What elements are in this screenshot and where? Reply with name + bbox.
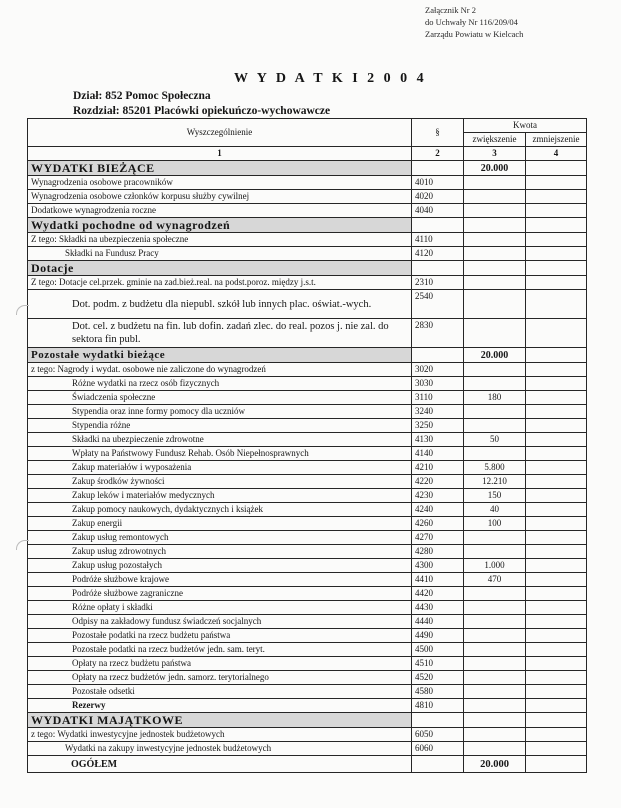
cell-paragraph: 4300	[412, 559, 464, 573]
division-heading: Dział: 852 Pomoc Społeczna	[73, 90, 211, 102]
table-row	[28, 503, 587, 517]
cell-decrease	[526, 405, 587, 419]
cell-description: Wynagrodzenia osobowe członków korpusu służby cywilnej	[28, 190, 412, 204]
cell-decrease	[526, 204, 587, 218]
table-row	[28, 204, 587, 218]
cell-paragraph: 4020	[412, 190, 464, 204]
cell-description: Podróże służbowe zagraniczne	[28, 587, 412, 601]
cell-description: Dotacje	[28, 261, 412, 276]
cell-decrease	[526, 671, 587, 685]
cell-increase	[464, 218, 526, 233]
table-row	[28, 447, 587, 461]
cell-description: Stypendia różne	[28, 419, 412, 433]
punch-hole-mark	[16, 540, 29, 550]
annex-line: Zarządu Powiatu w Kielcach	[425, 29, 524, 39]
cell-description: WYDATKI MAJĄTKOWE	[28, 713, 412, 728]
cell-increase	[464, 447, 526, 461]
cell-increase: 5.800	[464, 461, 526, 475]
header-decrease: zmniejszenie	[526, 133, 587, 147]
table-row	[28, 573, 587, 587]
punch-hole-mark	[16, 305, 29, 315]
section-row	[28, 261, 587, 276]
cell-decrease	[526, 433, 587, 447]
cell-decrease	[526, 319, 587, 348]
cell-increase	[464, 545, 526, 559]
cell-decrease	[526, 728, 587, 742]
cell-paragraph: 4410	[412, 573, 464, 587]
table-row	[28, 475, 587, 489]
cell-paragraph	[412, 261, 464, 276]
table-row	[28, 319, 587, 348]
cell-increase	[464, 377, 526, 391]
cell-decrease	[526, 161, 587, 176]
cell-description: Zakup środków żywności	[28, 475, 412, 489]
cell-paragraph: 3240	[412, 405, 464, 419]
cell-increase: 100	[464, 517, 526, 531]
cell-decrease	[526, 531, 587, 545]
cell-description: Pozostałe podatki na rzecz budżetu państwa	[28, 629, 412, 643]
cell-description: Zakup materiałów i wyposażenia	[28, 461, 412, 475]
cell-increase	[464, 247, 526, 261]
table-row	[28, 363, 587, 377]
cell-increase	[464, 601, 526, 615]
cell-decrease	[526, 261, 587, 276]
cell-paragraph: 4130	[412, 433, 464, 447]
cell-paragraph: 4230	[412, 489, 464, 503]
cell-description: Rezerwy	[28, 699, 412, 713]
cell-paragraph: 6060	[412, 742, 464, 756]
cell-description: Zakup pomocy naukowych, dydaktycznych i książek	[28, 503, 412, 517]
cell-increase	[464, 713, 526, 728]
cell-description: Świadczenia społeczne	[28, 391, 412, 405]
cell-paragraph: 4120	[412, 247, 464, 261]
cell-decrease	[526, 348, 587, 363]
cell-increase: 20.000	[464, 348, 526, 363]
cell-decrease	[526, 247, 587, 261]
cell-paragraph: 3250	[412, 419, 464, 433]
cell-increase	[464, 419, 526, 433]
cell-paragraph: 3020	[412, 363, 464, 377]
cell-increase	[464, 587, 526, 601]
cell-increase	[464, 204, 526, 218]
table-row	[28, 587, 587, 601]
cell-description: Zakup usług pozostałych	[28, 559, 412, 573]
cell-increase	[464, 742, 526, 756]
cell-paragraph: 3110	[412, 391, 464, 405]
table-row	[28, 643, 587, 657]
cell-description: Opłaty na rzecz budżetów jedn. samorz. terytorialnego	[28, 671, 412, 685]
cell-increase	[464, 615, 526, 629]
table-row	[28, 685, 587, 699]
cell-increase	[464, 671, 526, 685]
cell-decrease	[526, 218, 587, 233]
cell-description: Zakup usług remontowych	[28, 531, 412, 545]
section-row	[28, 348, 587, 363]
cell-paragraph: 4510	[412, 657, 464, 671]
cell-description: Pozostałe podatki na rzecz budżetów jedn. sam. teryt.	[28, 643, 412, 657]
section-row	[28, 161, 587, 176]
header-description: Wyszczególnienie	[28, 119, 412, 147]
cell-decrease	[526, 629, 587, 643]
cell-decrease	[526, 190, 587, 204]
cell-description: Dot. cel. z budżetu na fin. lub dofin. zadań zlec. do real. pozos j. nie zal. do sektora fin publ.	[28, 319, 412, 348]
column-number: 1	[28, 147, 412, 161]
cell-description: Składki na ubezpieczenie zdrowotne	[28, 433, 412, 447]
table-row	[28, 377, 587, 391]
table-row	[28, 405, 587, 419]
column-number: 2	[412, 147, 464, 161]
cell-increase	[464, 276, 526, 290]
cell-increase	[464, 261, 526, 276]
document-title: W Y D A T K I 2 0 0 4	[234, 71, 427, 86]
cell-increase	[464, 176, 526, 190]
cell-description: Składki na Fundusz Pracy	[28, 247, 412, 261]
cell-increase	[464, 728, 526, 742]
cell-decrease	[526, 713, 587, 728]
cell-increase: 470	[464, 573, 526, 587]
cell-description: Stypendia oraz inne formy pomocy dla uczniów	[28, 405, 412, 419]
cell-paragraph: 4520	[412, 671, 464, 685]
cell-decrease	[526, 363, 587, 377]
cell-decrease	[526, 176, 587, 190]
table-row	[28, 176, 587, 190]
cell-paragraph: 4010	[412, 176, 464, 190]
cell-description: Podróże służbowe krajowe	[28, 573, 412, 587]
cell-decrease	[526, 517, 587, 531]
column-number-row	[28, 147, 587, 161]
cell-decrease	[526, 699, 587, 713]
cell-increase: 40	[464, 503, 526, 517]
table-row	[28, 391, 587, 405]
cell-paragraph: 4260	[412, 517, 464, 531]
cell-increase: 50	[464, 433, 526, 447]
cell-paragraph: 4500	[412, 643, 464, 657]
table-row	[28, 290, 587, 319]
cell-increase: 20.000	[464, 161, 526, 176]
cell-description: Różne wydatki na rzecz osób fizycznych	[28, 377, 412, 391]
table-row	[28, 433, 587, 447]
cell-description: Z tego: Dotacje cel.przek. gminie na zad.bież.real. na podst.poroz. między j.s.t.	[28, 276, 412, 290]
annex-line: do Uchwały Nr 116/209/04	[425, 17, 518, 27]
cell-description: z tego: Nagrody i wydat. osobowe nie zaliczone do wynagrodzeń	[28, 363, 412, 377]
cell-increase: 180	[464, 391, 526, 405]
table-row	[28, 545, 587, 559]
cell-increase	[464, 363, 526, 377]
cell-description: WYDATKI BIEŻĄCE	[28, 161, 412, 176]
cell-paragraph: 4240	[412, 503, 464, 517]
cell-paragraph	[412, 161, 464, 176]
table-row	[28, 489, 587, 503]
cell-description: Różne opłaty i składki	[28, 601, 412, 615]
cell-description: Dot. podm. z budżetu dla niepubl. szkół lub innych plac. oświat.-wych.	[28, 290, 412, 319]
table-body	[28, 161, 587, 773]
cell-decrease	[526, 615, 587, 629]
header-increase: zwiększenie	[464, 133, 526, 147]
cell-paragraph: 6050	[412, 728, 464, 742]
cell-description: Dodatkowe wynagrodzenia roczne	[28, 204, 412, 218]
chapter-heading: Rozdział: 85201 Placówki opiekuńczo-wychowawcze	[73, 105, 331, 117]
cell-paragraph: 4040	[412, 204, 464, 218]
cell-decrease	[526, 756, 587, 773]
header-paragraph: §	[412, 119, 464, 147]
table-row	[28, 461, 587, 475]
table-row	[28, 657, 587, 671]
table-row	[28, 601, 587, 615]
column-number: 4	[526, 147, 587, 161]
cell-increase	[464, 319, 526, 348]
cell-decrease	[526, 587, 587, 601]
cell-decrease	[526, 559, 587, 573]
section-row	[28, 218, 587, 233]
cell-paragraph	[412, 713, 464, 728]
cell-paragraph: 4280	[412, 545, 464, 559]
cell-paragraph	[412, 756, 464, 773]
cell-paragraph: 2540	[412, 290, 464, 319]
cell-decrease	[526, 601, 587, 615]
table-row	[28, 517, 587, 531]
cell-description: Pozostałe wydatki bieżące	[28, 348, 412, 363]
cell-decrease	[526, 573, 587, 587]
cell-increase	[464, 233, 526, 247]
cell-paragraph: 4490	[412, 629, 464, 643]
cell-paragraph: 2830	[412, 319, 464, 348]
cell-description: Wydatki pochodne od wynagrodzeń	[28, 218, 412, 233]
cell-increase	[464, 643, 526, 657]
cell-decrease	[526, 447, 587, 461]
table-row	[28, 671, 587, 685]
cell-decrease	[526, 657, 587, 671]
cell-increase: 150	[464, 489, 526, 503]
cell-description: Odpisy na zakładowy fundusz świadczeń socjalnych	[28, 615, 412, 629]
table-row	[28, 699, 587, 713]
table-row	[28, 190, 587, 204]
cell-paragraph: 4220	[412, 475, 464, 489]
cell-increase	[464, 685, 526, 699]
cell-decrease	[526, 233, 587, 247]
cell-decrease	[526, 290, 587, 319]
cell-decrease	[526, 475, 587, 489]
cell-decrease	[526, 377, 587, 391]
header-amount: Kwota	[464, 119, 587, 133]
cell-description: Zakup energii	[28, 517, 412, 531]
cell-decrease	[526, 391, 587, 405]
cell-paragraph: 4270	[412, 531, 464, 545]
table-row	[28, 247, 587, 261]
cell-description: z tego: Wydatki inwestycyjne jednostek budżetowych	[28, 728, 412, 742]
cell-paragraph: 4430	[412, 601, 464, 615]
cell-paragraph: 4580	[412, 685, 464, 699]
cell-decrease	[526, 276, 587, 290]
cell-description: Opłaty na rzecz budżetu państwa	[28, 657, 412, 671]
cell-decrease	[526, 643, 587, 657]
column-number: 3	[464, 147, 526, 161]
cell-paragraph: 4420	[412, 587, 464, 601]
cell-decrease	[526, 545, 587, 559]
cell-description: Wpłaty na Państwowy Fundusz Rehab. Osób Niepełnosprawnych	[28, 447, 412, 461]
cell-description: Pozostałe odsetki	[28, 685, 412, 699]
annex-line: Załącznik Nr 2	[425, 5, 476, 15]
cell-paragraph	[412, 348, 464, 363]
cell-decrease	[526, 461, 587, 475]
cell-increase	[464, 629, 526, 643]
section-row	[28, 713, 587, 728]
total-row	[28, 756, 587, 773]
cell-paragraph: 4110	[412, 233, 464, 247]
table-row	[28, 629, 587, 643]
cell-decrease	[526, 419, 587, 433]
expenditure-table	[27, 118, 587, 773]
table-row	[28, 233, 587, 247]
cell-increase: 20.000	[464, 756, 526, 773]
cell-increase	[464, 699, 526, 713]
table-row	[28, 559, 587, 573]
cell-description: Wynagrodzenia osobowe pracowników	[28, 176, 412, 190]
table-row	[28, 742, 587, 756]
annex-note	[425, 4, 523, 40]
cell-increase	[464, 657, 526, 671]
cell-decrease	[526, 503, 587, 517]
cell-paragraph: 2310	[412, 276, 464, 290]
cell-decrease	[526, 685, 587, 699]
table-row	[28, 419, 587, 433]
table-row	[28, 531, 587, 545]
cell-paragraph: 4440	[412, 615, 464, 629]
cell-description: Wydatki na zakupy inwestycyjne jednostek budżetowych	[28, 742, 412, 756]
cell-paragraph: 4810	[412, 699, 464, 713]
cell-description: Zakup leków i materiałów medycznych	[28, 489, 412, 503]
cell-decrease	[526, 489, 587, 503]
table-row	[28, 615, 587, 629]
cell-paragraph	[412, 218, 464, 233]
cell-increase: 12.210	[464, 475, 526, 489]
table-row	[28, 728, 587, 742]
cell-decrease	[526, 742, 587, 756]
cell-paragraph: 4210	[412, 461, 464, 475]
cell-paragraph: 4140	[412, 447, 464, 461]
cell-description: Z tego: Składki na ubezpieczenia społeczne	[28, 233, 412, 247]
table-row	[28, 276, 587, 290]
cell-description: OGÓŁEM	[28, 756, 412, 773]
cell-increase: 1.000	[464, 559, 526, 573]
cell-increase	[464, 290, 526, 319]
cell-paragraph: 3030	[412, 377, 464, 391]
cell-increase	[464, 531, 526, 545]
cell-description: Zakup usług zdrowotnych	[28, 545, 412, 559]
cell-increase	[464, 190, 526, 204]
cell-increase	[464, 405, 526, 419]
